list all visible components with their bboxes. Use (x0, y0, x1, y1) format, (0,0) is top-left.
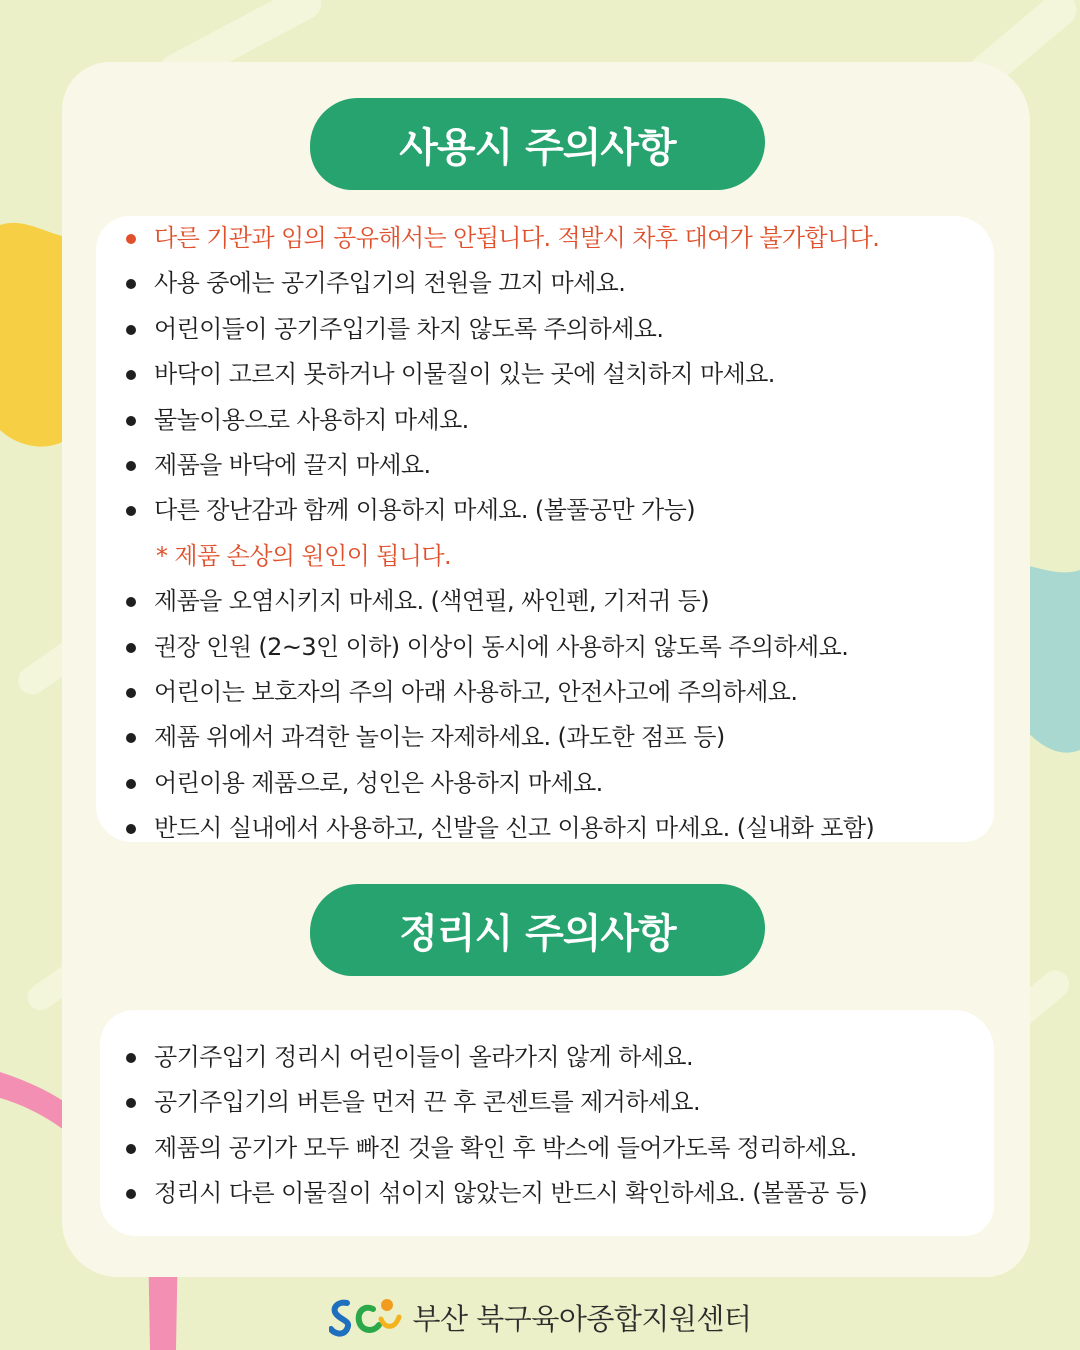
cleanup-section-title: 정리시 주의사항 (310, 884, 765, 976)
center-logo-icon (329, 1295, 403, 1339)
list-item: 물놀이용으로 사용하지 마세요. (126, 398, 879, 443)
list-item: 제품의 공기가 모두 빠진 것을 확인 후 박스에 들어가도록 정리하세요. (126, 1126, 867, 1171)
list-item: 제품 위에서 과격한 놀이는 자제하세요. (과도한 점프 등) (126, 715, 879, 760)
org-name: 부산 북구육아종합지원센터 (412, 1301, 752, 1336)
list-item: 바닥이 고르지 못하거나 이물질이 있는 곳에 설치하지 마세요. (126, 352, 879, 397)
damage-warning-note: * 제품 손상의 원인이 됩니다. (156, 541, 451, 570)
list-item: 다른 장난감과 함께 이용하지 마세요. (볼풀공만 가능) (126, 488, 879, 533)
list-item: 제품을 바닥에 끌지 마세요. (126, 443, 879, 488)
list-item: 어린이들이 공기주입기를 차지 않도록 주의하세요. (126, 307, 879, 352)
list-item: 어린이용 제품으로, 성인은 사용하지 마세요. (126, 761, 879, 806)
usage-notes-list (126, 216, 879, 851)
list-item: 반드시 실내에서 사용하고, 신발을 신고 이용하지 마세요. (실내화 포함) (126, 806, 879, 851)
list-item: 공기주입기의 버튼을 먼저 끈 후 콘센트를 제거하세요. (126, 1080, 867, 1125)
cleanup-notes-card (100, 1010, 994, 1236)
list-item: 사용 중에는 공기주입기의 전원을 끄지 마세요. (126, 261, 879, 306)
list-item: 어린이는 보호자의 주의 아래 사용하고, 안전사고에 주의하세요. (126, 670, 879, 715)
usage-section-title: 사용시 주의사항 (310, 98, 765, 190)
usage-notes-card (96, 216, 994, 842)
list-item: 정리시 다른 이물질이 섞이지 않았는지 반드시 확인하세요. (볼풀공 등) (126, 1171, 867, 1216)
list-item: 제품을 오염시키지 마세요. (색연필, 싸인펜, 기저귀 등) (126, 579, 879, 624)
footer (0, 1292, 1080, 1342)
list-item: 다른 기관과 임의 공유해서는 안됩니다. 적발시 차후 대여가 불가합니다. (126, 216, 879, 261)
list-item: 공기주입기 정리시 어린이들이 올라가지 않게 하세요. (126, 1035, 867, 1080)
list-item: 권장 인원 (2~3인 이하) 이상이 동시에 사용하지 않도록 주의하세요. (126, 625, 879, 670)
cleanup-notes-list (126, 1035, 867, 1217)
